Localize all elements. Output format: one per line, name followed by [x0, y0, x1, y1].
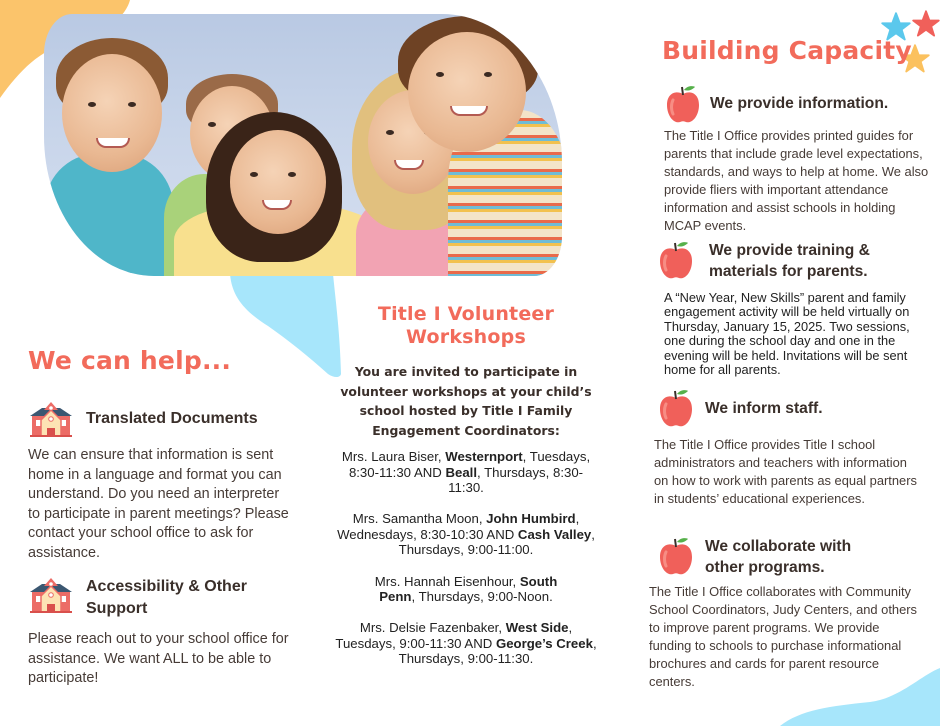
apple-icon — [657, 388, 695, 428]
coordinator-entry — [332, 620, 600, 667]
coordinator-name: Mrs. Hannah Eisenhour, — [374, 573, 520, 589]
schedule-text: , Tuesdays, 9:00-11:30 AND — [335, 620, 573, 651]
school-name: South Penn — [379, 573, 558, 605]
school-name: Westernport — [445, 449, 523, 464]
coordinator-entry — [332, 511, 600, 558]
capacity-section-heading: We collaborate with other programs. — [705, 538, 852, 576]
apple-icon — [664, 84, 702, 124]
coordinator-list — [332, 449, 600, 683]
school-name: West Side — [505, 620, 569, 636]
capacity-section-body: The Title I Office collaborates with Community School Coordinators, Judy Centers, and others to improve parent programs. We provide funding to schools to purchase informational brochures and cards for parent resource centers. — [649, 584, 917, 689]
coordinator-name: Mrs. Samantha Moon, — [352, 511, 487, 527]
schedule-text: , Thursdays, 9:00-Noon. — [411, 589, 553, 605]
capacity-section-information — [664, 84, 888, 124]
schedule-text: , Wednesdays, 8:30-10:30 AND — [337, 511, 580, 542]
capacity-section-heading: We inform staff. — [705, 400, 823, 417]
help-item-heading: Translated Documents — [86, 410, 258, 427]
coordinator-entry — [332, 449, 600, 496]
schedule-text: , Thursdays, 9:00-11:00. — [398, 526, 595, 558]
schedule-text: , Tuesdays, 8:30-11:30 AND — [348, 449, 591, 480]
help-item-translated-documents — [28, 400, 258, 438]
capacity-section-heading: We provide information. — [710, 95, 889, 112]
apple-icon — [657, 240, 695, 280]
schoolhouse-icon — [28, 576, 74, 614]
building-capacity-title: Building Capacity — [662, 36, 912, 65]
capacity-section-training — [657, 240, 889, 282]
volunteer-workshops-title: Title I Volunteer Workshops — [377, 303, 555, 348]
capacity-section-heading: We provide training & materials for parents. — [709, 242, 870, 280]
school-name: John Humbird — [486, 511, 576, 527]
coordinator-entry — [332, 574, 600, 605]
capacity-section-body: The Title I Office provides Title I school administrators and teachers with information on how to work with parents as equal partners in students’ educational experiences. — [654, 437, 917, 506]
school-name: Cash Valley — [517, 526, 592, 542]
help-item-body: Please reach out to your school office for assistance. We want ALL to be able to participate! — [28, 631, 289, 686]
star-red-icon — [912, 10, 940, 38]
school-name: Beall — [445, 464, 477, 480]
capacity-section-body: A “New Year, New Skills” parent and family engagement activity will be held virtually on Thursday, January 15, 2025. Two sessions, one during the school day and one in the evening will be held. Invitations will be sent home for all parents. — [664, 290, 910, 378]
schedule-text: , Thursdays, 9:00-11:30. — [398, 635, 597, 667]
help-item-heading: Accessibility & Other Support — [86, 578, 247, 617]
help-item-body: We can ensure that information is sent home in a language and format you can understand. Do you need an interpreter to participate in parent meetings? Please contact your school office to ask for assistance. — [28, 447, 289, 561]
coordinator-name: Mrs. Laura Biser, — [341, 449, 446, 464]
volunteer-workshops-intro: You are invited to participate in volunteer workshops at your child’s school hosted by Title I Family Engagement Coordinators: — [340, 364, 592, 438]
children-group-photo — [44, 14, 562, 276]
school-name: George’s Creek — [495, 635, 593, 651]
capacity-section-body: The Title I Office provides printed guides for parents that include grade level expectations, standards, and ways to help at home. We also provide fliers with important attendance information and assist schools in holding MCAP events. — [664, 128, 929, 233]
capacity-section-staff — [657, 388, 823, 428]
blue-wave-blob-middle — [228, 274, 343, 379]
schoolhouse-icon — [28, 400, 74, 438]
we-can-help-title: We can help... — [28, 346, 232, 375]
apple-icon — [657, 536, 695, 576]
schedule-text: , Thursdays, 8:30-11:30. — [448, 464, 584, 496]
help-item-accessibility — [28, 576, 266, 620]
coordinator-name: Mrs. Delsie Fazenbaker, — [359, 620, 506, 636]
capacity-section-collaborate — [657, 536, 875, 578]
